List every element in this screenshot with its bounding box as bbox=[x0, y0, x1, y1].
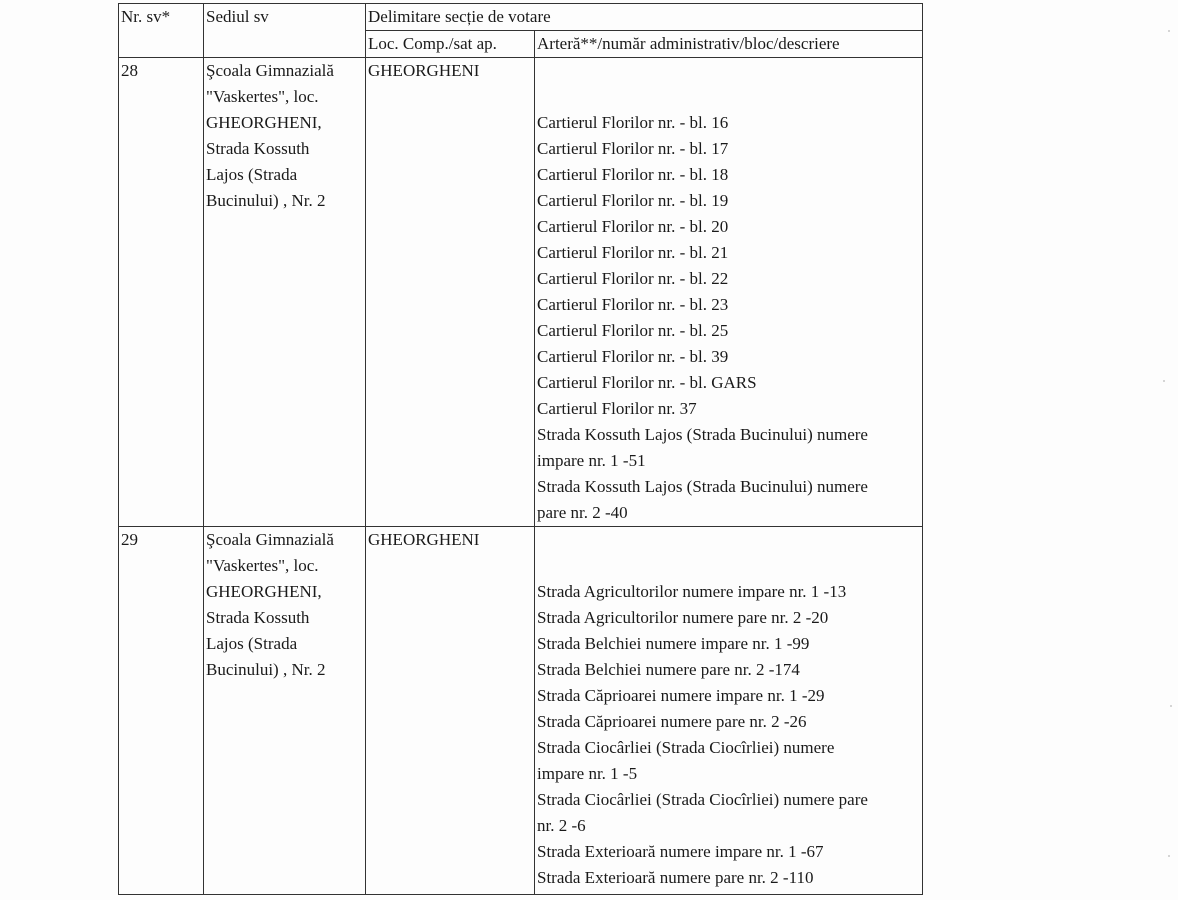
artera-line: Cartierul Florilor nr. - bl. 21 bbox=[537, 243, 729, 262]
scan-speck bbox=[1170, 705, 1172, 707]
artera-line: nr. 2 -6 bbox=[537, 816, 586, 835]
sediu-line: Strada Kossuth bbox=[206, 608, 310, 627]
scan-speck bbox=[1168, 855, 1170, 857]
artera-line: Strada Agricultorilor numere pare nr. 2 -20 bbox=[537, 608, 829, 627]
artera-line: Strada Căprioarei numere impare nr. 1 -29 bbox=[537, 686, 825, 705]
artera-line: Cartierul Florilor nr. - bl. 16 bbox=[537, 113, 729, 132]
sediu-line: Strada Kossuth bbox=[206, 139, 310, 158]
header-artera: Arteră**/număr administrativ/bloc/descriere bbox=[535, 31, 923, 58]
row-sediu bbox=[204, 527, 366, 895]
artera-line: Strada Ciocârliei (Strada Ciocîrliei) numere pare bbox=[537, 790, 868, 809]
row-loc: GHEORGHENI bbox=[366, 527, 535, 895]
spacer bbox=[537, 553, 920, 579]
row-artere bbox=[535, 58, 923, 527]
row-nr: 29 bbox=[119, 527, 204, 895]
header-delimitare: Delimitare secție de votare bbox=[366, 4, 923, 31]
artera-line: Strada Ciocârliei (Strada Ciocîrliei) numere bbox=[537, 738, 835, 757]
row-nr: 28 bbox=[119, 58, 204, 527]
artera-line: pare nr. 2 -40 bbox=[537, 503, 628, 522]
row-sediu bbox=[204, 58, 366, 527]
header-loc: Loc. Comp./sat ap. bbox=[366, 31, 535, 58]
artera-line: Cartierul Florilor nr. - bl. 22 bbox=[537, 269, 729, 288]
artera-line: Cartierul Florilor nr. 37 bbox=[537, 399, 697, 418]
header-row-1 bbox=[119, 4, 923, 31]
artera-line: Cartierul Florilor nr. - bl. 39 bbox=[537, 347, 729, 366]
artera-line: Cartierul Florilor nr. - bl. 19 bbox=[537, 191, 729, 210]
table-row bbox=[119, 527, 923, 895]
header-nr: Nr. sv* bbox=[119, 4, 204, 58]
scan-speck bbox=[1163, 380, 1165, 382]
spacer bbox=[537, 84, 920, 110]
artera-line: Strada Căprioarei numere pare nr. 2 -26 bbox=[537, 712, 807, 731]
sediu-line: "Vaskertes", loc. bbox=[206, 556, 319, 575]
artera-line: Cartierul Florilor nr. - bl. 25 bbox=[537, 321, 729, 340]
artera-line: Strada Kossuth Lajos (Strada Bucinului) numere bbox=[537, 425, 868, 444]
artera-line: Strada Belchiei numere impare nr. 1 -99 bbox=[537, 634, 810, 653]
sediu-line: Lajos (Strada bbox=[206, 165, 298, 184]
artera-line: impare nr. 1 -5 bbox=[537, 764, 638, 783]
artera-line: Strada Kossuth Lajos (Strada Bucinului) numere bbox=[537, 477, 868, 496]
artera-line: Cartierul Florilor nr. - bl. 18 bbox=[537, 165, 729, 184]
scan-speck bbox=[1168, 30, 1170, 32]
artera-line: Strada Agricultorilor numere impare nr. 1 -13 bbox=[537, 582, 847, 601]
spacer bbox=[537, 58, 920, 84]
artera-line: Cartierul Florilor nr. - bl. 20 bbox=[537, 217, 729, 236]
artera-line: Strada Exterioară numere pare nr. 2 -110 bbox=[537, 868, 814, 887]
sediu-line: Bucinului) , Nr. 2 bbox=[206, 191, 326, 210]
row-artere bbox=[535, 527, 923, 895]
sediu-line: GHEORGHENI, bbox=[206, 582, 322, 601]
voting-sections-table bbox=[118, 3, 923, 895]
artera-line: Strada Exterioară numere impare nr. 1 -67 bbox=[537, 842, 824, 861]
sediu-line: Şcoala Gimnazială bbox=[206, 530, 334, 549]
table-row bbox=[119, 58, 923, 527]
artera-line: Cartierul Florilor nr. - bl. 23 bbox=[537, 295, 729, 314]
row-loc: GHEORGHENI bbox=[366, 58, 535, 527]
artera-line: impare nr. 1 -51 bbox=[537, 451, 646, 470]
sediu-line: Şcoala Gimnazială bbox=[206, 61, 334, 80]
artera-line: Strada Belchiei numere pare nr. 2 -174 bbox=[537, 660, 800, 679]
sediu-line: "Vaskertes", loc. bbox=[206, 87, 319, 106]
sediu-line: Lajos (Strada bbox=[206, 634, 298, 653]
spacer bbox=[537, 527, 920, 553]
sediu-line: Bucinului) , Nr. 2 bbox=[206, 660, 326, 679]
artera-line: Cartierul Florilor nr. - bl. GARS bbox=[537, 373, 757, 392]
header-sediu: Sediul sv bbox=[204, 4, 366, 58]
sediu-line: GHEORGHENI, bbox=[206, 113, 322, 132]
artera-line: Cartierul Florilor nr. - bl. 17 bbox=[537, 139, 729, 158]
